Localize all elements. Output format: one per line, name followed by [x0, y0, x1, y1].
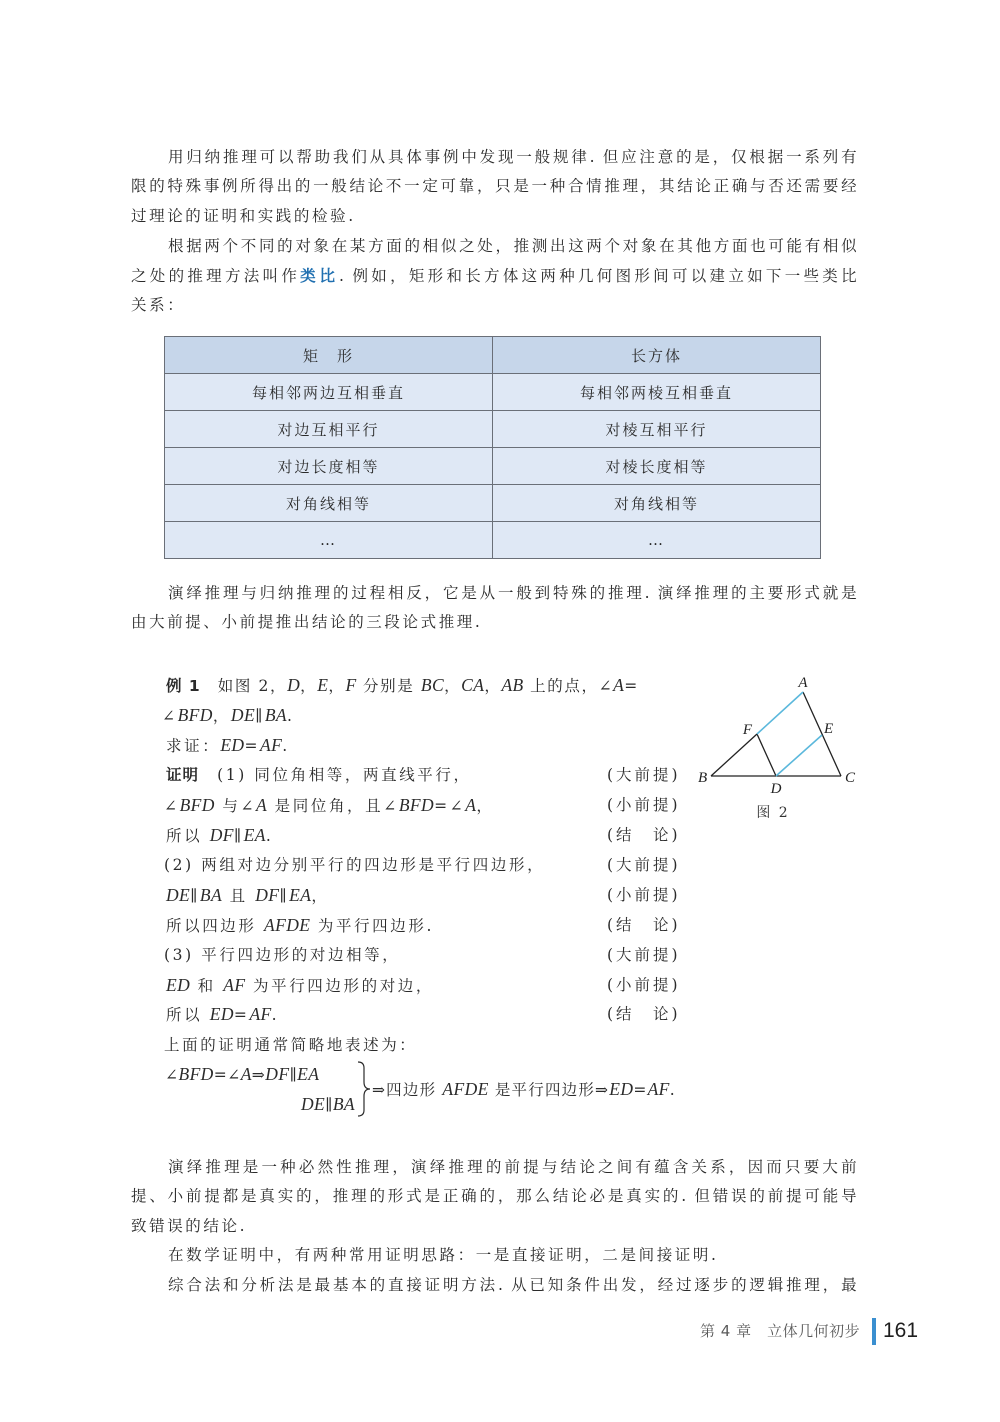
math-expression: AF	[249, 1004, 272, 1024]
text-run: (1) 同位角相等，两直线平行，	[199, 766, 472, 784]
text-run: ∠	[162, 707, 178, 725]
text-run: =	[244, 737, 261, 755]
segment-AC	[803, 692, 841, 776]
segment-FA	[757, 692, 803, 734]
paragraph-line	[131, 204, 356, 228]
math-expression: DF	[265, 1064, 290, 1084]
text-run: .	[287, 707, 295, 725]
formula-premise-1	[165, 1062, 319, 1086]
table-cell: 每相邻两棱互相垂直	[493, 374, 821, 411]
text-run: ∥	[233, 827, 244, 845]
math-expression: AFDE	[442, 1079, 489, 1099]
table-row	[165, 485, 821, 522]
text-run: (3) 平行四边形的对边相等，	[164, 946, 401, 964]
text-run: 演绎推理与归纳推理的过程相反，它是从一般到特殊的推理. 演绎推理的主要形式就是	[168, 584, 857, 602]
text-run: .	[669, 1081, 676, 1099]
paragraph-line	[131, 610, 482, 634]
proof-step	[166, 823, 273, 847]
text-run: 上的点，∠	[523, 677, 614, 695]
math-expression: DE	[230, 705, 256, 725]
table-row	[165, 374, 821, 411]
text-run: 如图 2，	[200, 677, 288, 695]
text-run: 根据两个不同的对象在某方面的相似之处，推测出这两个对象在其他方面也可能有相似	[168, 237, 857, 255]
text-run: 限的特殊事例所得出的一般结论不一定可靠，只是一种合情推理，其结论正确与否还需要经	[131, 177, 857, 195]
text-run: ∥	[289, 1066, 298, 1084]
proof-step-label: (大前提)	[607, 856, 681, 874]
math-expression: DE	[166, 885, 191, 905]
text-run: ∠	[165, 1066, 179, 1084]
text-run: 与∠	[214, 797, 257, 815]
text-run: 过理论的证明和实践的检验.	[131, 207, 356, 225]
point-label-E: E	[824, 721, 834, 737]
text-run: 综合法和分析法是最基本的直接证明方法. 从已知条件出发，经过逐步的逻辑推理，最	[168, 1276, 857, 1294]
math-expression: ED	[209, 1004, 234, 1024]
point-label-B: B	[698, 770, 708, 786]
point-label-F: F	[742, 722, 752, 738]
table-cell: …	[493, 522, 821, 559]
paragraph-line	[168, 1155, 857, 1179]
analogy-table	[164, 336, 821, 559]
text-run: 分别是	[356, 677, 421, 695]
math-expression: BFD	[177, 705, 213, 725]
paragraph-line	[131, 174, 857, 198]
text-run: ∠	[164, 797, 180, 815]
key-term: 类比	[300, 267, 339, 285]
proof-step	[166, 763, 472, 787]
paragraph-line	[168, 581, 857, 605]
segment-FD	[757, 734, 776, 776]
proof-step	[166, 973, 434, 997]
math-expression: CA	[461, 675, 485, 695]
text-run: =∠	[434, 797, 466, 815]
math-expression: BFD	[178, 1064, 214, 1084]
point-label-D: D	[770, 781, 782, 797]
to-prove-line	[166, 733, 290, 757]
column-header-rectangle: 矩 形	[165, 337, 493, 374]
math-expression: ED	[609, 1079, 634, 1099]
table-cell: 对棱长度相等	[493, 448, 821, 485]
text-run: =∠	[213, 1066, 241, 1084]
proof-step	[164, 943, 400, 967]
paragraph-line	[131, 1214, 247, 1238]
column-header-cuboid: 长方体	[493, 337, 821, 374]
text-run: ∥	[325, 1096, 333, 1114]
math-expression: BFD	[179, 795, 215, 815]
chapter-title: 第 4 章 立体几何初步	[700, 1322, 861, 1340]
math-expression: A	[256, 795, 268, 815]
math-expression: A	[240, 1064, 252, 1084]
example-statement-line	[166, 673, 639, 697]
paragraph-line	[131, 264, 857, 288]
math-expression: EA	[289, 885, 312, 905]
proof-step-label: (大前提)	[607, 766, 681, 784]
paragraph-line	[131, 1184, 857, 1208]
math-expression: AFDE	[264, 915, 311, 935]
table-cell: 对角线相等	[493, 485, 821, 522]
point-label-C: C	[845, 770, 856, 786]
proof-step	[166, 913, 434, 937]
text-run: .	[271, 1006, 280, 1024]
proof-step	[166, 883, 329, 907]
table-header-row	[165, 337, 821, 374]
segment-BF	[711, 734, 757, 776]
text-run: ∥	[190, 887, 200, 905]
text-run: 和	[190, 977, 224, 995]
math-expression: BA	[199, 885, 223, 905]
text-run: 致错误的结论.	[131, 1217, 248, 1235]
table-cell: 对棱互相平行	[493, 411, 821, 448]
text-run: 在数学证明中，有两种常用证明思路：一是直接证明，二是间接证明.	[168, 1246, 719, 1264]
table-row	[165, 522, 821, 559]
text-run: ，	[476, 797, 495, 815]
footer-divider-bar	[872, 1318, 876, 1345]
math-expression: A	[613, 675, 625, 695]
figure-caption: 图 2	[756, 805, 790, 821]
text-run: ⇒四边形	[372, 1081, 443, 1099]
math-expression: BA	[332, 1094, 355, 1114]
math-expression: DF	[209, 825, 234, 845]
paragraph-line	[168, 145, 857, 169]
proof-step-label: (小前提)	[607, 796, 681, 814]
text-run: ，	[328, 677, 346, 695]
text-run: ，	[444, 677, 462, 695]
math-expression: DE	[301, 1094, 326, 1114]
proof-step-label: (小前提)	[607, 886, 681, 904]
table-cell: 对边互相平行	[165, 411, 493, 448]
table-cell: 每相邻两边互相垂直	[165, 374, 493, 411]
proof-step-label: (结 论)	[607, 826, 681, 844]
math-expression: AF	[223, 975, 246, 995]
text-run: 所以四边形	[166, 917, 265, 935]
text-run: ∥	[279, 887, 290, 905]
text-run: 是同位角，且∠	[267, 797, 399, 815]
math-expression: BA	[264, 705, 288, 725]
text-run: .	[265, 827, 274, 845]
triangle-figure	[690, 665, 870, 830]
math-expression: ED	[166, 975, 191, 995]
math-expression: AF	[260, 735, 283, 755]
text-run: 且	[222, 887, 256, 905]
example-statement-line	[162, 703, 295, 727]
text-run: (2) 两组对边分别平行的四边形是平行四边形，	[164, 856, 546, 874]
text-run: 由大前提、小前提推出结论的三段论式推理.	[131, 613, 483, 631]
text-run: 为平行四边形.	[310, 917, 434, 935]
text-run: 所以	[166, 827, 210, 845]
text-run: . 例如，矩形和长方体这两种几何图形间可以建立如下一些类比	[338, 267, 857, 285]
text-run: 为平行四边形的对边，	[245, 977, 435, 995]
proof-step-label: (小前提)	[607, 976, 681, 994]
paragraph-line	[168, 1243, 719, 1267]
right-brace-icon	[356, 1060, 372, 1118]
proof-step-label: (大前提)	[607, 946, 681, 964]
text-run: ，	[212, 707, 231, 725]
text-run: 用归纳推理可以帮助我们从具体事例中发现一般规律. 但应注意的是，仅根据一系列有	[168, 148, 857, 166]
math-expression: DF	[255, 885, 280, 905]
math-expression: EA	[297, 1064, 320, 1084]
math-expression: F	[345, 675, 357, 695]
math-expression: BFD	[398, 795, 435, 815]
proof-step	[166, 1002, 279, 1026]
segment-DE	[776, 735, 822, 776]
paragraph-line	[168, 234, 857, 258]
text-run: ，	[311, 887, 330, 905]
paragraph-line	[168, 1273, 857, 1297]
proof-step-label: (结 论)	[607, 916, 681, 934]
math-expression: AB	[501, 675, 524, 695]
text-run: 是平行四边形⇒	[488, 1081, 610, 1099]
bold-label: 例 1	[166, 677, 201, 695]
text-run: 提、小前提都是真实的，推理的形式是正确的，那么结论必是真实的. 但错误的前提可能导	[131, 1187, 857, 1205]
text-run: 之处的推理方法叫作	[131, 267, 301, 285]
text-run: =	[633, 1081, 648, 1099]
bold-label: 证明	[166, 766, 200, 784]
math-expression: ED	[220, 735, 245, 755]
math-expression: D	[287, 675, 301, 695]
page-number: 161	[883, 1319, 919, 1342]
text-run: ，	[484, 677, 502, 695]
text-run: 演绎推理是一种必然性推理，演绎推理的前提与结论之间有蕴含关系，因而只要大前	[168, 1158, 857, 1176]
table-cell: 对边长度相等	[165, 448, 493, 485]
proof-step-label: (结 论)	[607, 1005, 681, 1023]
point-label-A: A	[798, 675, 808, 691]
table-row	[165, 411, 821, 448]
table-cell: …	[165, 522, 493, 559]
text-run: 求证：	[166, 737, 221, 755]
text-run: 关系：	[131, 296, 186, 314]
text-run: ，	[300, 677, 318, 695]
table-cell: 对角线相等	[165, 485, 493, 522]
proof-step	[164, 853, 545, 877]
text-run: ∥	[255, 707, 265, 725]
math-expression: E	[317, 675, 329, 695]
math-expression: AF	[647, 1079, 670, 1099]
text-run: ⇒	[251, 1066, 266, 1084]
math-expression: BC	[420, 675, 445, 695]
paragraph-line	[131, 293, 185, 317]
table-row	[165, 448, 821, 485]
summary-intro: 上面的证明通常简略地表述为：	[164, 1036, 418, 1054]
proof-step	[164, 793, 494, 817]
text-run: .	[282, 737, 290, 755]
formula-premise-2	[165, 1092, 355, 1116]
text-run: =	[233, 1006, 250, 1024]
math-expression: EA	[243, 825, 266, 845]
math-expression: A	[465, 795, 477, 815]
formula-conclusion	[372, 1077, 676, 1101]
text-run: =	[624, 677, 639, 695]
text-run: 所以	[166, 1006, 210, 1024]
